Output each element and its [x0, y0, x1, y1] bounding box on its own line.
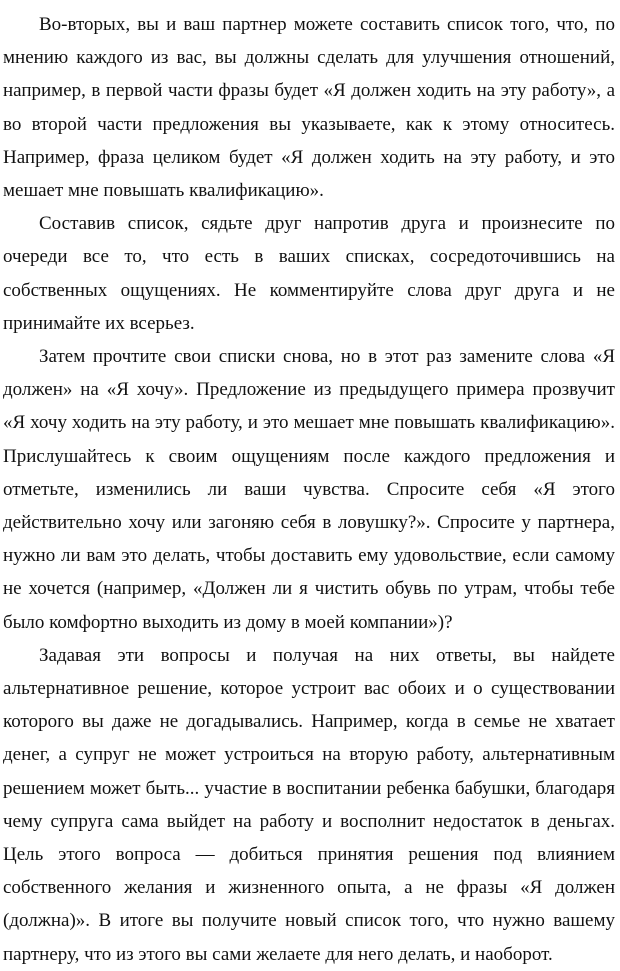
paragraph-3: Затем прочтите свои списки снова, но в этот раз замените слова «Я должен» на «Я хочу». Предложение из предыдущего примера прозвучит «Я хочу ходить на эту работу, и это мешает мне повышать квалификацию». Прислушайтесь к своим ощущениям после каждого предложения и отметьте, изменились ли ваши чувства. Спросите себя «Я этого действительно хочу или загоняю себя в ловушку?». Спросите у партнера, нужно ли вам это делать, чтобы доставить ему удовольствие, если самому не хочется (например, «Должен ли я чистить обувь по утрам, чтобы тебе было комфортно выходить из дому в моей компании»)?	[3, 346, 615, 633]
paragraph-1: Во-вторых, вы и ваш партнер можете составить список того, что, по мнению каждого из вас, вы должны сделать для улучшения отношений, например, в первой части фразы будет «Я должен ходить на эту работу», а во второй части предложения вы указываете, как к этому относитесь. Например, фраза целиком будет «Я должен ходить на эту работу, и это мешает мне повышать квалификацию».	[3, 14, 615, 202]
body-text	[3, 8, 615, 971]
paragraph-4: Задавая эти вопросы и получая на них ответы, вы найдете альтернативное решение, которое устроит вас обоих и о существовании которого вы даже не догадывались. Например, когда в семье не хватает денег, а супруг не может устроиться на вторую работу, альтернативным решением может быть... участие в воспитании ребенка бабушки, благодаря чему супруга сама выйдет на работу и восполнит недостаток в деньгах. Цель этого вопроса — добиться принятия решения под влиянием собственного желания и жизненного опыта, а не фразы «Я должен (должна)». В итоге вы получите новый список того, что нужно вашему партнеру, что из этого вы сами желаете для него делать, и наоборот.	[3, 644, 615, 965]
paragraph-2: Составив список, сядьте друг напротив друга и произнесите по очереди все то, что есть в ваших списках, сосредоточившись на собственных ощущениях. Не комментируйте слова друг друга и не принимайте их всерьез.	[3, 213, 615, 334]
